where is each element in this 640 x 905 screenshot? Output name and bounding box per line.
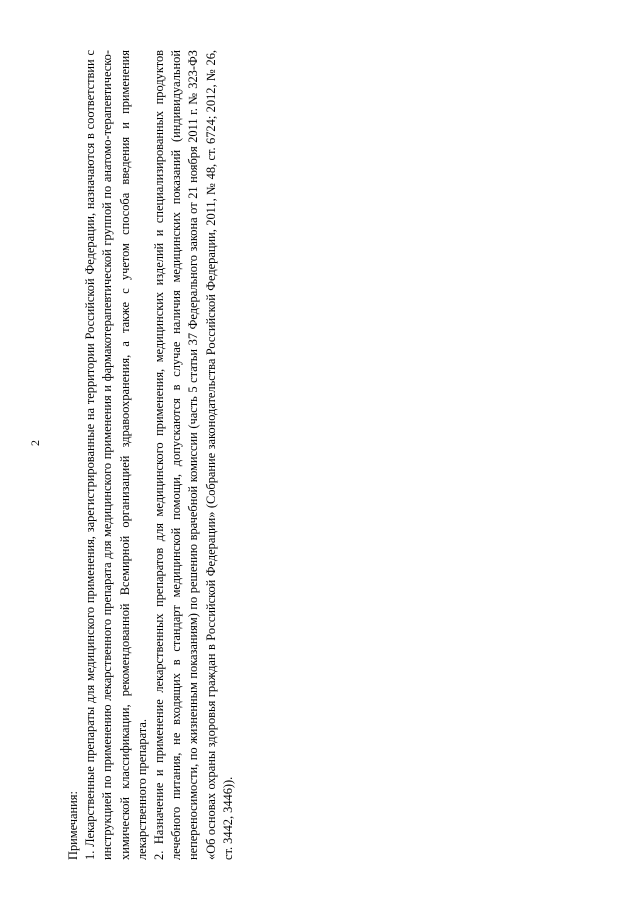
page-number: 2 [28, 440, 42, 446]
note-item-2: 2. Назначение и применение лекарственных препаратов для медицинского применения, медицинских изделий и специализированных продуктов лечебного питания, не входящих в стандарт медицинской помощи, допускаются в случае наличия медицинских показаний (индивидуальной непереносимости, по жизненным показаниям) по решению врачебной комиссии (часть 5 статьи 37 Федерального закона от 21 ноября 2011 г. № 323-ФЗ «Об основах охраны здоровья граждан в Российской Федерации» (Собрание законодательства Российской Федерации, 2011, № 48, ст. 6724; 2012, № 26, ст. 3442, 3446)). [152, 50, 235, 860]
notes-heading: Примечания: [66, 791, 80, 860]
note-item-1: 1. Лекарственные препараты для медицинского применения, зарегистрированные на территории Российской Федерации, назначаются в соответствии с инструкцией по применению лекарственного препарата для медицинского применения и фармакотерапевтической группой по анатомо-терапевтическо-химической классификации, рекомендованной Всемирной организацией здравоохранения, а также с учетом способа введения и применения лекарственного препарата. [83, 50, 149, 860]
notes-block [65, 50, 237, 860]
